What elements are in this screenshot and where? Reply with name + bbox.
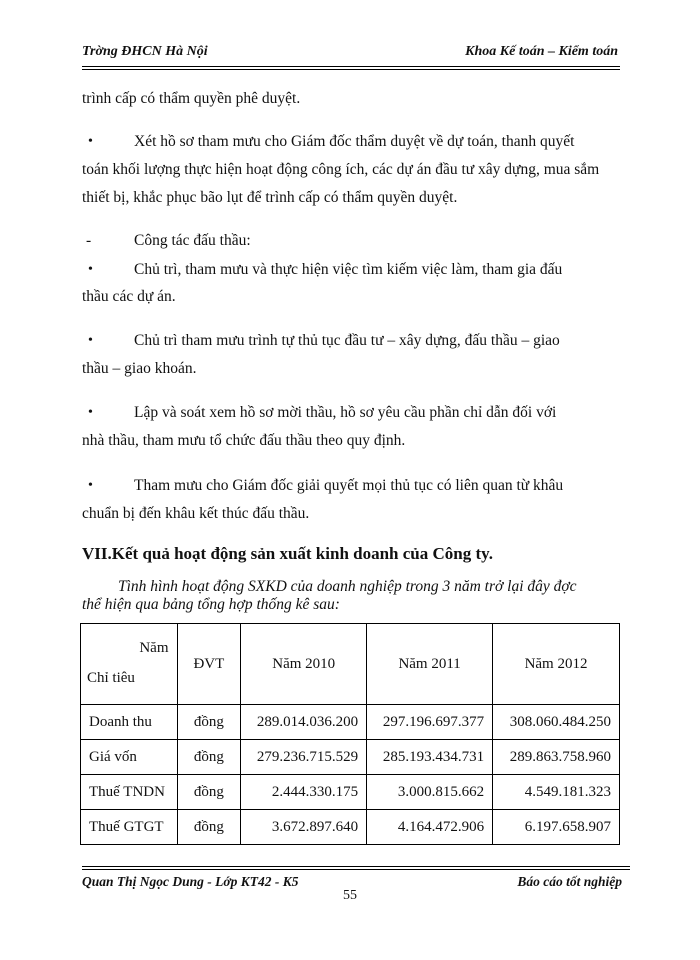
table-cell: 308.060.484.250 bbox=[493, 705, 620, 740]
table-cell: 2.444.330.175 bbox=[241, 775, 367, 810]
table-row bbox=[81, 810, 620, 845]
intro-line: thể hiện qua bảng tổng hợp thống kê sau: bbox=[82, 596, 340, 613]
body-line: nhà thầu, tham mưu tổ chức đấu thầu theo quy định. bbox=[82, 432, 406, 449]
table-cell: 289.863.758.960 bbox=[493, 740, 620, 775]
footer-author: Quan Thị Ngọc Dung - Lớp KT42 - K5 bbox=[82, 874, 299, 889]
unit-header: ĐVT bbox=[177, 624, 241, 705]
intro-line: Tình hình hoạt động SXKD của doanh nghiệp trong 3 năm trở lại đây đợc bbox=[118, 578, 577, 595]
row-unit: đồng bbox=[177, 740, 241, 775]
row-unit: đồng bbox=[177, 705, 241, 740]
row-unit: đồng bbox=[177, 810, 241, 845]
year-header: Năm 2012 bbox=[493, 624, 620, 705]
body-line: toán khối lượng thực hiện hoạt động công ích, các dự án đầu tư xây dựng, mua sắm bbox=[82, 161, 600, 178]
body-line: Chủ trì tham mưu trình tự thủ tục đầu tư – xây dựng, đấu thầu – giao bbox=[134, 332, 560, 349]
body-line: thầu các dự án. bbox=[82, 288, 176, 305]
body-line: Tham mưu cho Giám đốc giải quyết mọi thủ tục có liên quan từ khâu bbox=[134, 477, 564, 494]
criteria-year-cell bbox=[81, 624, 178, 705]
row-label: Doanh thu bbox=[81, 705, 178, 740]
row-label: Thuế GTGT bbox=[81, 810, 178, 845]
table-cell: 3.672.897.640 bbox=[241, 810, 367, 845]
bullet-icon: • bbox=[88, 405, 93, 420]
year-header: Năm 2010 bbox=[241, 624, 367, 705]
footer-report-title: Báo cáo tốt nghiệp bbox=[517, 874, 622, 889]
table-cell: 3.000.815.662 bbox=[367, 775, 493, 810]
table-cell: 279.236.715.529 bbox=[241, 740, 367, 775]
page-header bbox=[82, 44, 618, 64]
page-number: 55 bbox=[343, 888, 357, 903]
bullet-icon: • bbox=[88, 478, 93, 493]
body-line: trình cấp có thẩm quyền phê duyệt. bbox=[82, 90, 301, 107]
header-rule-thin bbox=[82, 69, 620, 70]
body-line: thầu – giao khoán. bbox=[82, 360, 197, 377]
body-line: thiết bị, khắc phục bão lụt để trình cấp có thẩm quyền duyệt. bbox=[82, 189, 458, 206]
row-label: Giá vốn bbox=[81, 740, 178, 775]
table-cell: 297.196.697.377 bbox=[367, 705, 493, 740]
sxkd-summary-table bbox=[80, 623, 620, 845]
bullet-icon: • bbox=[88, 134, 93, 149]
table-row bbox=[81, 705, 620, 740]
body-line: Lập và soát xem hồ sơ mời thầu, hồ sơ yêu cầu phần chỉ dẫn đối với bbox=[134, 404, 557, 421]
footer-rule bbox=[82, 869, 630, 870]
body-line: Công tác đấu thầu: bbox=[134, 232, 251, 249]
footer-rule-thin bbox=[82, 866, 630, 867]
criteria-label: Chỉ tiêu bbox=[87, 670, 135, 686]
table-cell: 285.193.434.731 bbox=[367, 740, 493, 775]
table-cell: 4.164.472.906 bbox=[367, 810, 493, 845]
bullet-icon: • bbox=[88, 262, 93, 277]
table-row bbox=[81, 740, 620, 775]
header-school: Trờng ĐHCN Hà Nội bbox=[82, 44, 208, 59]
dash-marker: - bbox=[86, 232, 92, 249]
header-rule bbox=[82, 66, 620, 67]
row-unit: đồng bbox=[177, 775, 241, 810]
bullet-icon: • bbox=[88, 333, 93, 348]
year-label: Năm bbox=[139, 640, 169, 656]
table-header-row bbox=[81, 624, 620, 705]
table-row bbox=[81, 775, 620, 810]
row-label: Thuế TNDN bbox=[81, 775, 178, 810]
year-header: Năm 2011 bbox=[367, 624, 493, 705]
table-cell: 6.197.658.907 bbox=[493, 810, 620, 845]
header-faculty: Khoa Kế toán – Kiểm toán bbox=[465, 44, 618, 59]
table-cell: 289.014.036.200 bbox=[241, 705, 367, 740]
section-heading: VII.Kết quả hoạt động sản xuất kinh doanh của Công ty. bbox=[82, 544, 493, 563]
body-line: chuẩn bị đến khâu kết thúc đấu thầu. bbox=[82, 505, 310, 522]
body-line: Xét hồ sơ tham mưu cho Giám đốc thẩm duyệt về dự toán, thanh quyết bbox=[134, 133, 575, 150]
body-line: Chủ trì, tham mưu và thực hiện việc tìm kiếm việc làm, tham gia đấu bbox=[134, 261, 563, 278]
table-cell: 4.549.181.323 bbox=[493, 775, 620, 810]
